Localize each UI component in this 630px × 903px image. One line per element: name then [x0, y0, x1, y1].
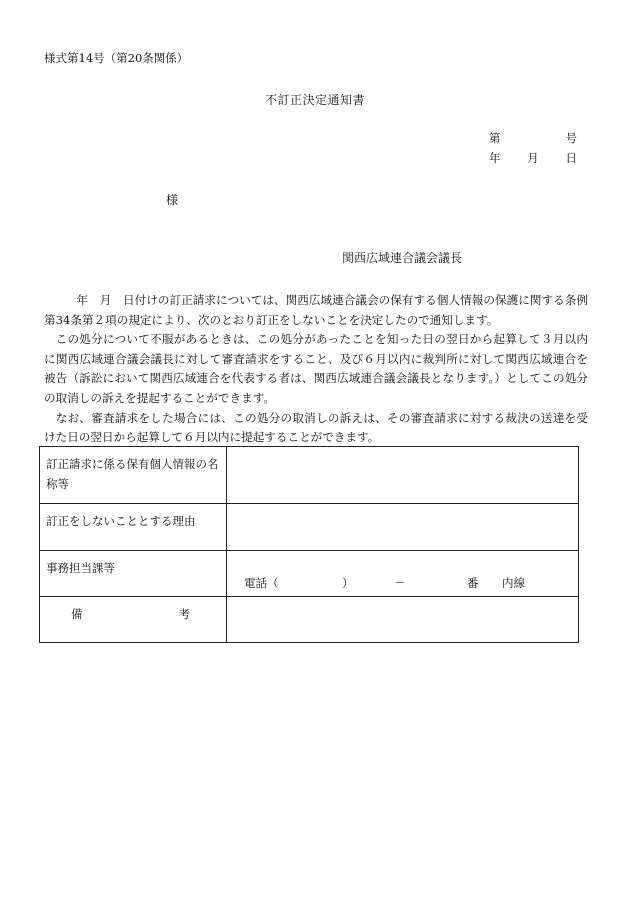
- number-suffix: 号: [565, 131, 577, 145]
- phone-close-paren: ）: [342, 576, 354, 590]
- details-table: [39, 446, 579, 643]
- form-number: 様式第14号（第20条関係）: [44, 51, 189, 65]
- notice-body: [44, 291, 588, 448]
- table-row: [40, 504, 579, 551]
- document-number: [489, 130, 577, 146]
- document-date: [489, 150, 577, 166]
- body-paragraph-2: この処分について不服があるときは、この処分があったことを知った日の翌日から起算して３月以内に関西広域連合議会議長に対して審査請求をすること、及び６月以内に裁判所に対して関西広域連合を被告（訴訟において関西広域連合を代表する者は、関西広域連合議会議長となります。）としてこの処分の取消しの訴えを提起することができます。: [44, 332, 588, 405]
- sender-name: 関西広域連合議会議長: [342, 251, 463, 265]
- remarks-label-right: 考: [178, 607, 190, 621]
- reason-label: 訂正をしないこととする理由: [40, 504, 227, 551]
- phone-extension: 内線: [502, 576, 525, 590]
- department-field[interactable]: [227, 551, 579, 597]
- remarks-label-left: 備: [71, 607, 83, 621]
- document-title: 不訂正決定通知書: [264, 93, 365, 107]
- phone-label: 電話（: [244, 576, 279, 590]
- remarks-label: [40, 597, 227, 643]
- table-row: [40, 447, 579, 504]
- reason-field[interactable]: [227, 504, 579, 551]
- personal-info-name-field[interactable]: [227, 447, 579, 504]
- personal-info-name-label: 訂正請求に係る保有個人情報の名称等: [40, 447, 227, 504]
- body-paragraph-1: 年 月 日付けの訂正請求については、関西広域連合議会の保有する個人情報の保護に関する条例第34条第２項の規定により、次のとおり訂正をしないことを決定したので通知します。: [44, 293, 588, 327]
- number-prefix: 第: [489, 131, 501, 145]
- department-label: 事務担当課等: [40, 551, 227, 597]
- table-row: [40, 597, 579, 643]
- date-month: 月: [527, 151, 539, 165]
- addressee-honorific: 様: [166, 193, 179, 207]
- body-paragraph-3: なお、審査請求をした場合には、この処分の取消しの訴えは、その審査請求に対する裁決の送達を受けた日の翌日から起算して６月以内に提起することができます。: [44, 410, 588, 445]
- date-year: 年: [489, 151, 501, 165]
- remarks-field[interactable]: [227, 597, 579, 643]
- phone-ban: 番: [467, 576, 479, 590]
- table-row: [40, 551, 579, 597]
- phone-dash: －: [394, 576, 406, 590]
- date-day: 日: [565, 151, 577, 165]
